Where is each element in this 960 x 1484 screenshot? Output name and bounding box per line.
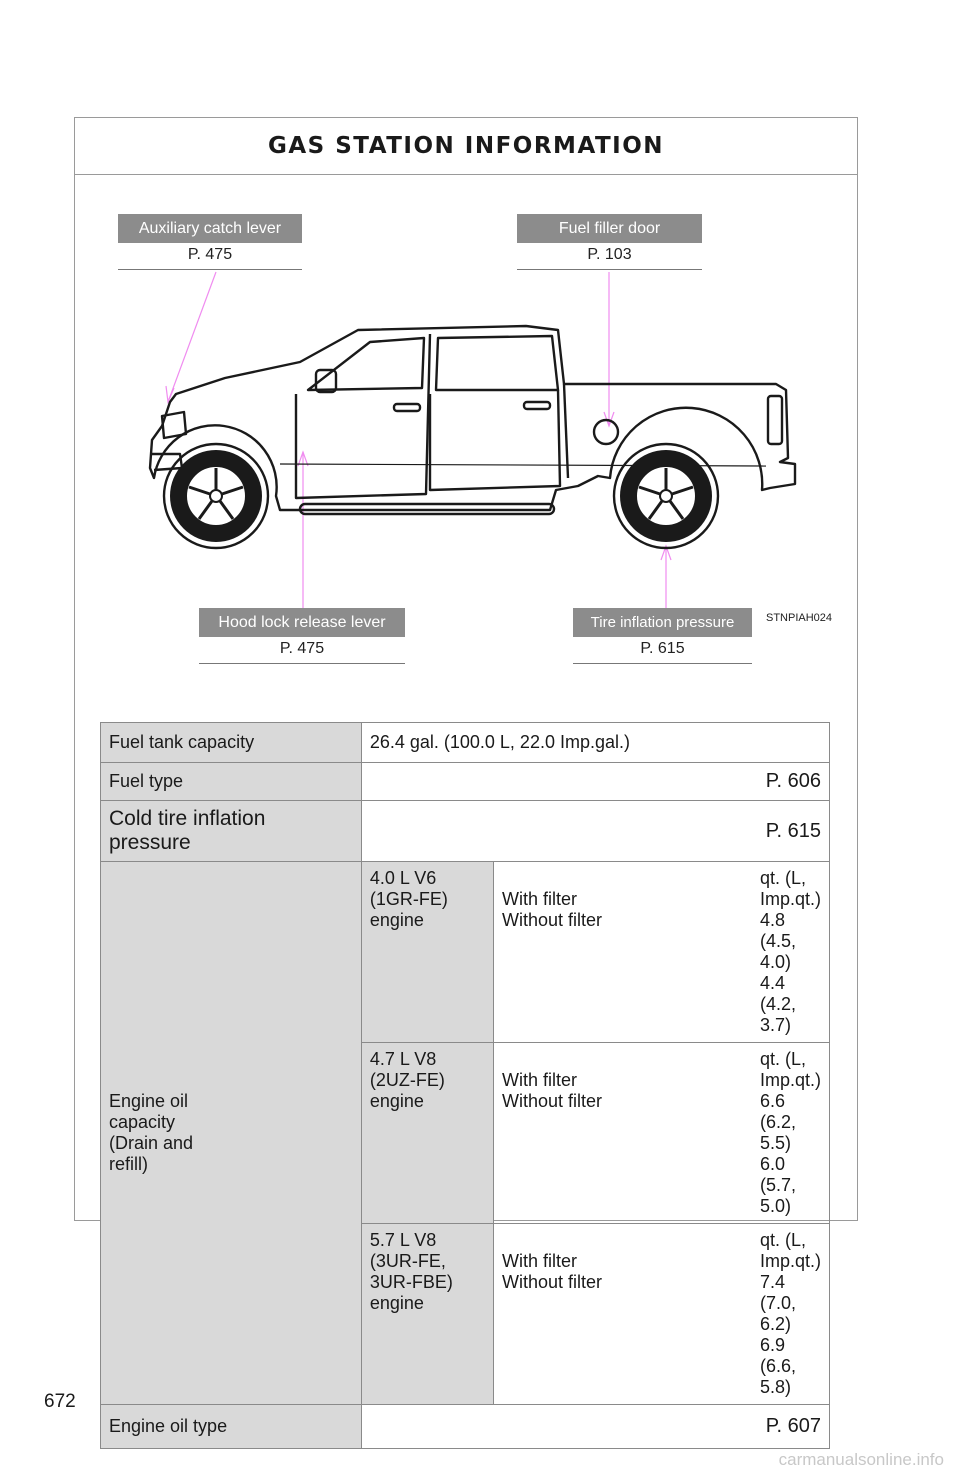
callout-page-ref[interactable]: P. 103	[517, 243, 702, 270]
with-filter-label: With filter	[501, 889, 577, 909]
without-filter-value: 6.9 (6.6, 5.8)	[759, 1335, 797, 1397]
without-filter-label: Without filter	[501, 1091, 603, 1111]
oil-type-ref[interactable]: P. 607	[361, 1405, 829, 1449]
filter-values	[640, 868, 821, 1036]
callout-label: Hood lock release lever	[199, 608, 405, 637]
rear-door	[430, 390, 560, 490]
callout-page-ref[interactable]: P. 475	[199, 637, 405, 664]
table-row	[101, 801, 830, 862]
engine-name-line: 4.7 L V8	[369, 1049, 437, 1069]
front-window	[308, 338, 424, 390]
engine-oil-label-line: (Drain and	[109, 1133, 194, 1153]
rear-wheel	[614, 444, 718, 548]
engine-name-cell	[361, 862, 493, 1043]
filter-labels	[502, 868, 640, 1036]
table-row	[101, 723, 830, 763]
callout-auxiliary-catch-lever	[118, 214, 302, 270]
watermark: carmanualsonline.info	[778, 1450, 944, 1469]
cold-tire-label	[101, 801, 362, 862]
rear-door-handle	[524, 402, 550, 409]
without-filter-label: Without filter	[501, 1272, 603, 1292]
bed-front-edge	[564, 384, 568, 478]
oil-unit: qt. (L, Imp.qt.)	[759, 868, 821, 909]
without-filter-value: 4.4 (4.2, 3.7)	[759, 973, 797, 1035]
engine-oil-label-line: refill)	[109, 1154, 148, 1174]
cold-tire-ref[interactable]: P. 615	[361, 801, 829, 862]
oil-unit: qt. (L, Imp.qt.)	[759, 1049, 821, 1090]
callout-label: Fuel filler door	[517, 214, 702, 243]
figure-code: STNPIAH024	[766, 612, 833, 624]
page-number: 672	[44, 1391, 76, 1412]
engine-name-cell	[361, 1043, 493, 1224]
fuel-tank-label: Fuel tank capacity	[101, 723, 362, 763]
callout-page-ref[interactable]: P. 615	[573, 637, 752, 664]
filter-labels	[502, 1230, 640, 1398]
oil-capacity-cell	[493, 1224, 829, 1405]
with-filter-value: 7.4 (7.0, 6.2)	[759, 1272, 797, 1334]
engine-name-line: (3UR-FE,	[369, 1251, 446, 1271]
truck-illustration	[140, 318, 800, 558]
engine-name-line: (1GR-FE)	[369, 889, 448, 909]
callout-hood-lock-release-lever	[199, 608, 405, 664]
filter-values	[640, 1049, 821, 1217]
with-filter-value: 4.8 (4.5, 4.0)	[759, 910, 797, 972]
engine-name-line: 5.7 L V8	[369, 1230, 437, 1250]
engine-name-line: engine	[369, 1293, 424, 1313]
front-door	[296, 334, 430, 498]
cold-tire-label-line1: Cold tire inflation	[109, 807, 266, 830]
fuel-type-ref[interactable]: P. 606	[361, 763, 829, 801]
without-filter-value: 6.0 (5.7, 5.0)	[759, 1154, 797, 1216]
oil-unit: qt. (L, Imp.qt.)	[759, 1230, 821, 1271]
oil-capacity-cell	[493, 1043, 829, 1224]
table-row	[101, 862, 830, 1043]
engine-name-line: (2UZ-FE)	[369, 1070, 445, 1090]
engine-name-cell	[361, 1224, 493, 1405]
with-filter-label: With filter	[501, 1251, 577, 1271]
rear-window	[436, 336, 558, 390]
engine-name-line: 3UR-FBE)	[369, 1272, 453, 1292]
oil-type-label: Engine oil type	[101, 1405, 362, 1449]
front-door-handle	[394, 404, 420, 411]
engine-name-line: engine	[369, 910, 424, 930]
engine-oil-label-line: capacity	[109, 1112, 176, 1132]
table-row	[101, 763, 830, 801]
fuel-tank-value: 26.4 gal. (100.0 L, 22.0 Imp.gal.)	[361, 723, 829, 763]
front-wheel	[164, 444, 268, 548]
fuel-door-circle	[594, 420, 618, 444]
engine-name-line: 4.0 L V6	[369, 868, 437, 888]
engine-oil-label-line: Engine oil	[109, 1091, 189, 1111]
without-filter-label: Without filter	[501, 910, 603, 930]
callout-label: Auxiliary catch lever	[118, 214, 302, 243]
fuel-type-label: Fuel type	[101, 763, 362, 801]
with-filter-value: 6.6 (6.2, 5.5)	[759, 1091, 797, 1153]
engine-oil-capacity-label	[101, 862, 362, 1405]
callout-page-ref[interactable]: P. 475	[118, 243, 302, 270]
callout-label: Tire inflation pressure	[573, 608, 752, 637]
with-filter-label: With filter	[501, 1070, 577, 1090]
filter-labels	[502, 1049, 640, 1217]
filter-values	[640, 1230, 821, 1398]
table-row	[101, 1405, 830, 1449]
page-title: GAS STATION INFORMATION	[75, 118, 857, 175]
callout-fuel-filler-door	[517, 214, 702, 270]
callout-tire-inflation-pressure	[573, 608, 752, 664]
oil-capacity-cell	[493, 862, 829, 1043]
engine-name-line: engine	[369, 1091, 424, 1111]
spec-table	[100, 722, 830, 1449]
tail-light	[768, 396, 782, 444]
cold-tire-label-line2: pressure	[109, 831, 191, 854]
headlight	[162, 412, 186, 438]
